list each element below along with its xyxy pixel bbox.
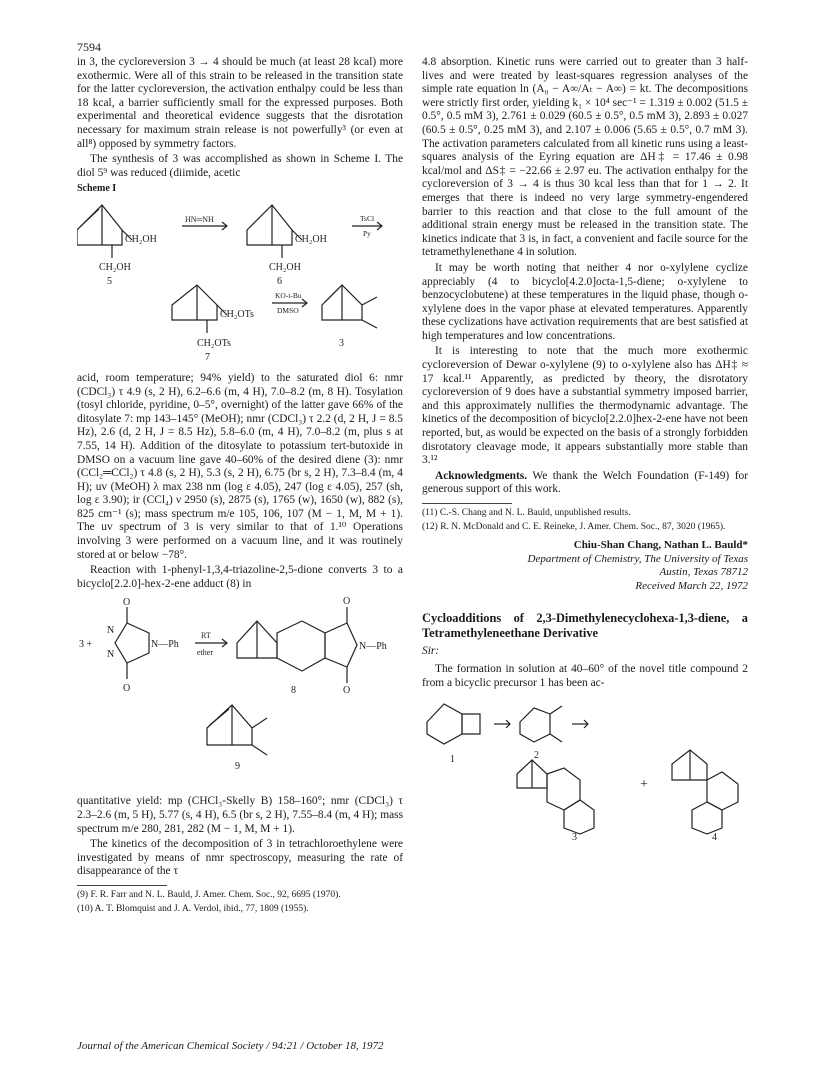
author-block [422,539,748,593]
atom-label: N [107,625,115,637]
atom-label: O [343,685,351,697]
triazolinedione-structure [115,623,149,663]
reagent-label: Py [363,228,371,238]
reagent-label: RT [201,631,211,641]
acknowledgments [422,470,748,497]
reagent-label: HN═NH [185,214,214,224]
paragraph: acid, room temperature; 94% yield) to the saturated diol 6: nmr (CDCl₃) τ 4.9 (s, 2 H), 6.2–6.6 (m, 4 H), 7.0–8.2 (m, 8 H). Tosylation (tosyl chloride, pyridine, 0–5°, overnight) of the latter gave 66% of the ditosylate 7: mp 143–145° (MeOH); nmr (CDCl₃) τ 2.2 (d, 2 H, J = 8.5 Hz), 2.6 (d, 2 H, J = 8.5 Hz), 5.8–6.0 (m, 4 H), 7.0–8.2 (m, plus s at 7.55, 14 H). Addition of the ditosylate to potassium tert-butoxide in DMSO on a vacuum line gave 40–60% of the desired diene (3): nmr (CCl₂═CCl₂) τ 4.8 (s, 2 H), 5.3 (s, 2 H), 6.75 (br s, 2 H), 7.3–8.4 (m, 4 H); uv (MeOH) λ max 238 nm (log ε 4.05), 247 (log ε 4.05), 257 (sh, log ε 3.90); ir (CCl₄) ν 2950 (s), 2875 (s), 1765 (w), 1650 (w), 882 (s), 825 cm⁻¹ (s); mass spectrum m/e 105, 106, 107 (M − 1, M, M + 1). The uv spectrum of 3 is very similar to that of 1.¹⁰ Operations involving 3 were performed on a vacuum line, and it was routinely stored at or below −78°. [77,371,403,561]
scheme-1-svg [77,200,403,370]
compound-5-structure [77,205,122,245]
adduct-reaction-svg [77,593,403,793]
compound-number: 6 [277,275,282,287]
compound-9-structure [207,705,252,745]
article-title: Cycloadditions of 2,3-Dimethylenecyclohexa-1,3-diene, a Tetramethyleneethane Derivative [422,611,748,641]
compound-number: 9 [235,761,240,773]
label-ch2oh: CH₂OH [295,233,327,245]
page-number: 7594 [77,40,101,54]
received-date: Received March 22, 1972 [635,579,748,592]
paragraph: quantitative yield: mp (CHCl₃-Skelly B) 158–160°; nmr (CDCl₃) τ 2.3–2.6 (m, 5 H), 5.77 (s, 4 H), 6.5 (br s, 2 H), 7.55–8.4 (m, 4 H); mass spectrum m/e 280, 281, 282 (M − 1, M, M + 1). [77,795,403,835]
compound-6-structure [247,205,292,245]
affiliation: Department of Chemistry, The University of Texas [527,552,748,565]
paragraph: in 3, the cycloreversion 3 → 4 should be much (at least 28 kcal) more exothermic. Were all of this strain to be released in the transition state for the latter cycloreversion, the activation enthalpy could be less than 18 kcal, a barrier sufficiently small for the expressed purposes. Both experimental and theoretical evidence suggests that the disrotation necessary for maximum strain release is not powerfully³ (or even at all⁸) opposed by symmetry factors. [77,56,403,150]
footnote: (10) A. T. Blomquist and J. A. Verdol, ibid., 77, 1809 (1955). [77,903,309,914]
atom-label: O [123,597,131,609]
atom-label: N [107,649,115,661]
compound-number: 1 [450,754,455,766]
reagent-label: KO-t-Bu [275,290,302,300]
affiliation: Austin, Texas 78712 [659,566,748,579]
compound-number: 5 [107,275,112,287]
paragraph: The formation in solution at 40–60° of the novel title compound 2 from a bicyclic precursor 1 has been ac- [422,662,748,689]
footnote: (12) R. N. McDonald and C. E. Reineke, J. Amer. Chem. Soc., 87, 3020 (1965). [422,521,726,532]
compound-number: 7 [205,351,210,363]
atom-label: N—Ph [151,639,179,651]
compound-number: 2 [534,750,539,762]
compound-number: 3 [339,337,344,349]
footnote: (11) C.-S. Chang and N. L. Bauld, unpublished results. [422,508,631,518]
footnote-rule [77,885,167,886]
compound-1-structure [427,704,462,744]
label-ch2ots: CH₂OTs [197,337,231,349]
paragraph: It is interesting to note that the much more exothermic cycloreversion of Dewar o-xylylene (9) to o-xylylene also has ΔH‡ ≈ 17 kcal.¹¹ Apparently, as predicted by theory, the disrotatory cycloreversion of 9 does have a substantial symmetry imposed barrier, and this approximately nullifies the thermodynamic advantage. The kinetics of the decomposition of bicyclo[2.2.0]hex-2-ene have not been reported, but, as would be expected on the basis of a strongly forbidden disrotatory cleavage mode, it appears substantially more stable than 3.¹² [422,345,748,467]
paragraph: The kinetics of the decomposition of 3 in tetrachloroethylene were investigated by means of nmr spectroscopy, measuring the rate of disappearance of the τ [77,838,403,878]
reagent-label: TsCl [360,213,375,223]
reactant-3-label: 3 + [79,639,93,651]
journal-footer: Journal of the American Chemical Society / 94:21 / October 18, 1972 [77,1040,384,1052]
paragraph: It may be worth noting that neither 4 nor o-xylylene cyclize appreciably (4 to bicyclo[4.2.0]octa-1,5-diene; o-xylylene to benzocyclobutene) at these temperatures in the liquid phase, though o-xylylene does in the vapor phase at elevated temperatures. Apparently these cyclizations have activation requirements that are best satisfied at high temperatures and low concentrations. [422,261,748,342]
authors: Chiu-Shan Chang, Nathan L. Bauld* [573,539,748,551]
compound-7-structure [172,285,217,320]
reagent-label: DMSO [277,305,299,315]
acknowledgments-heading: Acknowledgments. [435,469,528,482]
compound-2-structure [520,708,550,742]
reagent-label: ether [197,648,213,658]
atom-label: O [343,596,351,608]
acknowledgments-text: We thank the Welch Foundation (F-149) for generous support of this work. [422,469,748,496]
atom-label: O [123,683,131,695]
paragraph: The synthesis of 3 was accomplished as shown in Scheme I. The diol 5⁹ was reduced (diimide, acetic [77,153,403,179]
label-ch2oh: CH₂OH [99,261,131,273]
compound-number: 8 [291,685,296,697]
paragraph: Reaction with 1-phenyl-1,3,4-triazoline-2,5-dione converts 3 to a bicyclo[2.2.0]-hex-2-ene adduct (8) in [77,564,403,590]
plus-sign: + [640,777,648,793]
title-compound-svg [422,692,748,842]
compound-number: 3 [572,832,577,843]
label-ch2oh: CH₂OH [125,233,157,245]
title-compound-figure [422,692,748,842]
salutation: Sir: [422,645,440,658]
footnote-rule [422,503,512,504]
label-ch2oh: CH₂OH [269,261,301,273]
scheme-label: Scheme I [77,183,117,195]
right-column [422,56,748,844]
label-ch2ots: CH₂OTs [220,308,254,320]
adduct-reaction-figure [77,593,403,793]
paragraph: 4.8 absorption. Kinetic runs were carried out to greater than 3 half-lives and were treated by least-squares regression analyses of the simple rate equation ln (A₀ − A∞/Aₜ − A∞) = kt. The decompositions were strictly first order, yielding k₁ × 10⁴ sec⁻¹ = 1.319 ± 0.002 (51.5 ± 0.5°, 0.5 mM 3), 2.761 ± 0.029 (60.5 ± 0.5°, 0.5 mM 3), 2.893 ± 0.027 (60.5 ± 0.5°, 0.25 mM 3), and 2.107 ± 0.006 (5.65 ± 0.5°, 0.7 mM 3). The activation parameters calculated from all kinetic runs using a least-squares analysis of the Eyring equation are ΔH‡ = 17.46 ± 0.98 kcal/mol and ΔS‡ = −22.66 ± 2.97 eu. The activation enthalpy for the cycloreversion of 3 → 4 is thus 30 kcal less than that for 1 → 2. It emerges that there is indeed no very large symmetry-engendered barrier to this reaction and that close to the full amount of the additional strain energy must be released in the transition state. The kinetics indicate that 3 is, in fact, a convenient and facile source for the tetramethylenethane 4 in solution. [422,56,748,259]
footnote: (9) F. R. Farr and N. L. Bauld, J. Amer. Chem. Soc., 92, 6695 (1970). [77,890,341,900]
compound-number: 4 [712,832,717,843]
left-column [77,56,403,917]
atom-label: N—Ph [359,641,387,653]
scheme-1-figure [77,200,403,370]
